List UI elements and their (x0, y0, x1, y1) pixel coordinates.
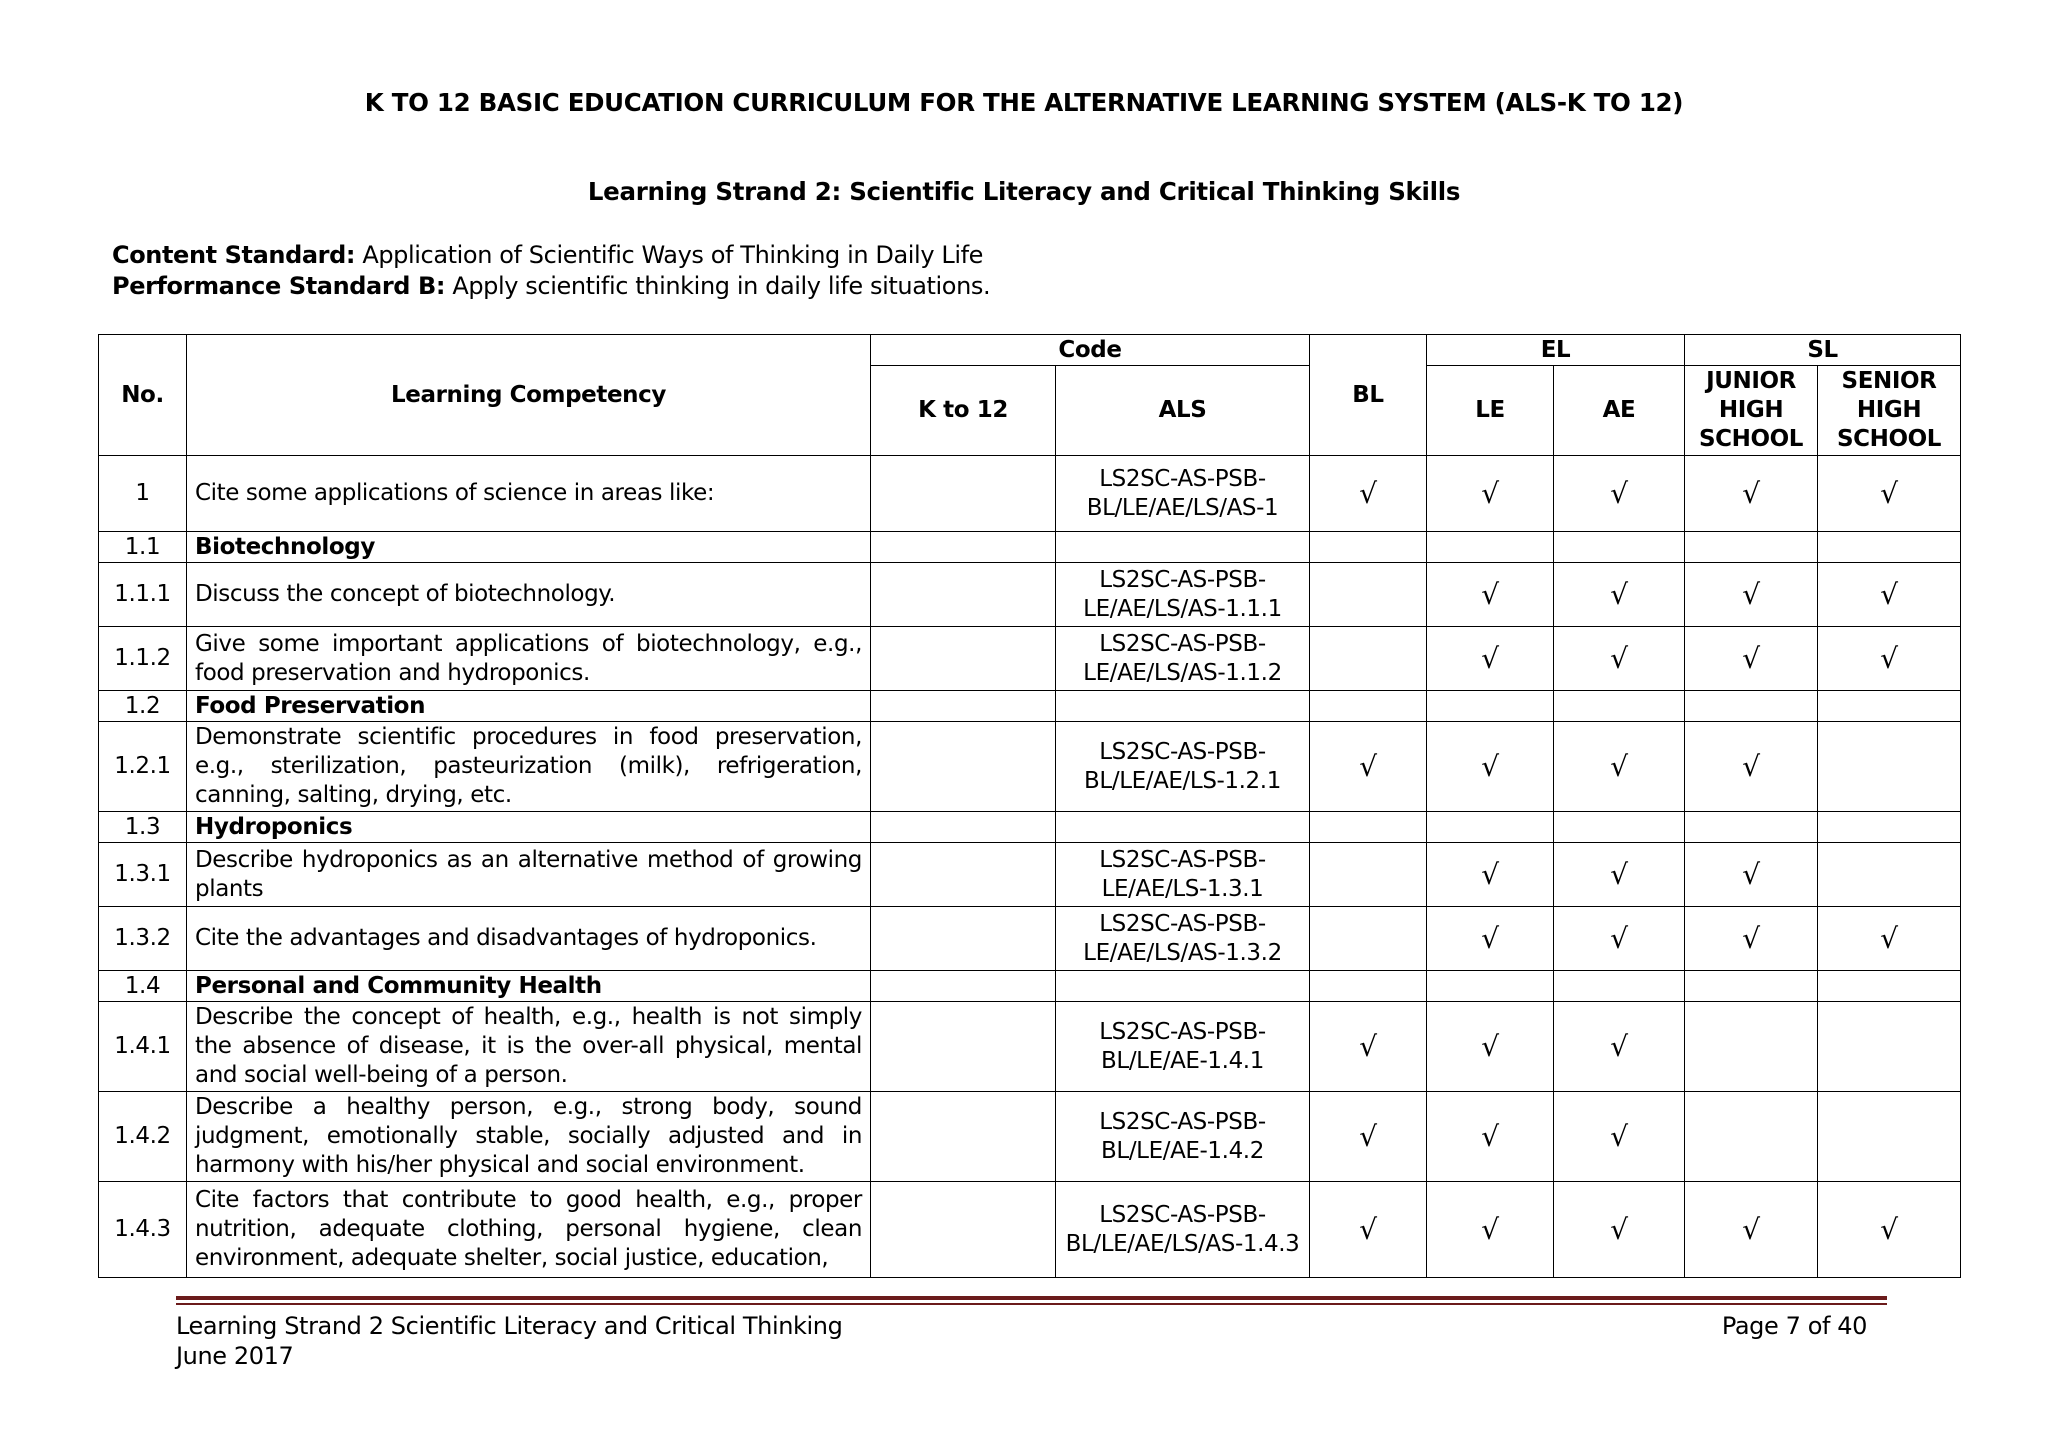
check-jhs: √ (1685, 907, 1818, 971)
row-number: 1.4.3 (99, 1182, 187, 1278)
k12-code (871, 563, 1056, 627)
check-jhs (1685, 1092, 1818, 1182)
table-row (99, 1182, 1961, 1278)
row-number: 1.2 (99, 691, 187, 722)
check-le: √ (1427, 627, 1554, 691)
section-heading: Biotechnology (187, 532, 871, 563)
table-row (99, 907, 1961, 971)
section-heading: Personal and Community Health (187, 971, 871, 1002)
footer-date: June 2017 (176, 1342, 294, 1370)
row-number: 1.1.2 (99, 627, 187, 691)
header-junior-high-school: JUNIOR HIGH SCHOOL (1685, 366, 1818, 456)
k12-code (871, 722, 1056, 812)
row-number: 1.4 (99, 971, 187, 1002)
check-shs: √ (1818, 907, 1961, 971)
check-le: √ (1427, 722, 1554, 812)
content-standard-text: Application of Scientific Ways of Thinking in Daily Life (355, 241, 984, 269)
check-shs (1818, 722, 1961, 812)
footer-page-number: Page 7 of 40 (1721, 1312, 1867, 1340)
header-el: EL (1427, 335, 1685, 366)
strand-title: Learning Strand 2: Scientific Literacy and Critical Thinking Skills (587, 177, 1461, 206)
competency-text: Cite some applications of science in areas like: (187, 456, 871, 532)
k12-code (871, 1092, 1056, 1182)
table-row (99, 532, 1961, 563)
competency-text: Describe the concept of health, e.g., health is not simply the absence of disease, it is the over-all physical, mental and social well-being of a person. (187, 1002, 871, 1092)
check-bl: √ (1310, 1182, 1427, 1278)
header-code: Code (871, 335, 1310, 366)
section-heading: Hydroponics (187, 812, 871, 843)
check-le: √ (1427, 1092, 1554, 1182)
table-row (99, 1092, 1961, 1182)
competency-text: Describe a healthy person, e.g., strong body, sound judgment, emotionally stable, socially adjusted and in harmony with his/her physical and social environment. (187, 1092, 871, 1182)
check-bl (1310, 627, 1427, 691)
check-le: √ (1427, 843, 1554, 907)
table-row (99, 691, 1961, 722)
table-row (99, 456, 1961, 532)
check-shs (1818, 1092, 1961, 1182)
row-number: 1.3 (99, 812, 187, 843)
content-standard-label: Content Standard: (112, 241, 356, 269)
check-shs: √ (1818, 563, 1961, 627)
table-row (99, 812, 1961, 843)
check-ae: √ (1554, 627, 1685, 691)
check-bl (1310, 907, 1427, 971)
check-bl: √ (1310, 722, 1427, 812)
content-standard (112, 241, 983, 269)
check-jhs: √ (1685, 843, 1818, 907)
check-bl (1310, 843, 1427, 907)
check-jhs: √ (1685, 456, 1818, 532)
row-number: 1.1 (99, 532, 187, 563)
table-row (99, 722, 1961, 812)
footer-strand-title: Learning Strand 2 Scientific Literacy and Critical Thinking (176, 1312, 843, 1340)
check-shs (1818, 843, 1961, 907)
check-le: √ (1427, 1182, 1554, 1278)
performance-standard (112, 272, 990, 300)
header-bl: BL (1310, 335, 1427, 456)
check-ae: √ (1554, 1182, 1685, 1278)
header-ae: AE (1554, 366, 1685, 456)
k12-code (871, 1002, 1056, 1092)
check-jhs: √ (1685, 563, 1818, 627)
competency-text: Discuss the concept of biotechnology. (187, 563, 871, 627)
als-code: LS2SC-AS-PSB-BL/LE/AE/LS-1.2.1 (1056, 722, 1310, 812)
k12-code (871, 843, 1056, 907)
header-k-to-12: K to 12 (871, 366, 1056, 456)
document-title: K TO 12 BASIC EDUCATION CURRICULUM FOR THE ALTERNATIVE LEARNING SYSTEM (ALS-K TO 12) (364, 88, 1684, 117)
section-heading: Food Preservation (187, 691, 871, 722)
check-ae: √ (1554, 722, 1685, 812)
header-sl: SL (1685, 335, 1961, 366)
header-als: ALS (1056, 366, 1310, 456)
row-number: 1.3.1 (99, 843, 187, 907)
check-le: √ (1427, 563, 1554, 627)
k12-code (871, 907, 1056, 971)
als-code: LS2SC-AS-PSB-LE/AE/LS/AS-1.1.2 (1056, 627, 1310, 691)
check-ae: √ (1554, 456, 1685, 532)
performance-standard-text: Apply scientific thinking in daily life situations. (445, 272, 991, 300)
check-ae: √ (1554, 1092, 1685, 1182)
check-ae: √ (1554, 563, 1685, 627)
table-row (99, 1002, 1961, 1092)
als-code: LS2SC-AS-PSB-BL/LE/AE-1.4.1 (1056, 1002, 1310, 1092)
check-jhs: √ (1685, 722, 1818, 812)
table-row (99, 971, 1961, 1002)
check-ae: √ (1554, 843, 1685, 907)
row-number: 1.4.1 (99, 1002, 187, 1092)
check-bl: √ (1310, 456, 1427, 532)
check-bl (1310, 563, 1427, 627)
k12-code (871, 627, 1056, 691)
performance-standard-label: Performance Standard B: (112, 272, 446, 300)
competency-text: Give some important applications of biotechnology, e.g., food preservation and hydroponics. (187, 627, 871, 691)
als-code: LS2SC-AS-PSB-BL/LE/AE/LS/AS-1 (1056, 456, 1310, 532)
k12-code (871, 1182, 1056, 1278)
competency-table (98, 334, 1961, 1278)
check-ae: √ (1554, 1002, 1685, 1092)
check-jhs (1685, 1002, 1818, 1092)
als-code: LS2SC-AS-PSB-LE/AE/LS/AS-1.3.2 (1056, 907, 1310, 971)
row-number: 1.3.2 (99, 907, 187, 971)
competency-text: Demonstrate scientific procedures in food preservation, e.g., sterilization, pasteurization (milk), refrigeration, canning, salting, drying, etc. (187, 722, 871, 812)
header-no: No. (99, 335, 187, 456)
check-jhs: √ (1685, 1182, 1818, 1278)
competency-text: Cite factors that contribute to good health, e.g., proper nutrition, adequate clothing, personal hygiene, clean environment, adequate shelter, social justice, education, (187, 1182, 871, 1278)
competency-text: Cite the advantages and disadvantages of hydroponics. (187, 907, 871, 971)
row-number: 1.4.2 (99, 1092, 187, 1182)
als-code: LS2SC-AS-PSB-BL/LE/AE-1.4.2 (1056, 1092, 1310, 1182)
check-ae: √ (1554, 907, 1685, 971)
check-shs (1818, 1002, 1961, 1092)
check-jhs: √ (1685, 627, 1818, 691)
table-row (99, 563, 1961, 627)
competency-text: Describe hydroponics as an alternative method of growing plants (187, 843, 871, 907)
footer-rule (176, 1296, 1887, 1300)
check-bl: √ (1310, 1002, 1427, 1092)
als-code: LS2SC-AS-PSB-LE/AE/LS/AS-1.1.1 (1056, 563, 1310, 627)
table-row (99, 627, 1961, 691)
header-learning-competency: Learning Competency (187, 335, 871, 456)
footer-rule-thin (176, 1303, 1887, 1305)
check-shs: √ (1818, 1182, 1961, 1278)
check-le: √ (1427, 456, 1554, 532)
header-senior-high-school: SENIOR HIGH SCHOOL (1818, 366, 1961, 456)
check-le: √ (1427, 907, 1554, 971)
check-shs: √ (1818, 627, 1961, 691)
k12-code (871, 456, 1056, 532)
check-le: √ (1427, 1002, 1554, 1092)
check-shs: √ (1818, 456, 1961, 532)
als-code: LS2SC-AS-PSB-BL/LE/AE/LS/AS-1.4.3 (1056, 1182, 1310, 1278)
row-number: 1.1.1 (99, 563, 187, 627)
header-le: LE (1427, 366, 1554, 456)
als-code: LS2SC-AS-PSB-LE/AE/LS-1.3.1 (1056, 843, 1310, 907)
row-number: 1 (99, 456, 187, 532)
row-number: 1.2.1 (99, 722, 187, 812)
table-row (99, 843, 1961, 907)
check-bl: √ (1310, 1092, 1427, 1182)
